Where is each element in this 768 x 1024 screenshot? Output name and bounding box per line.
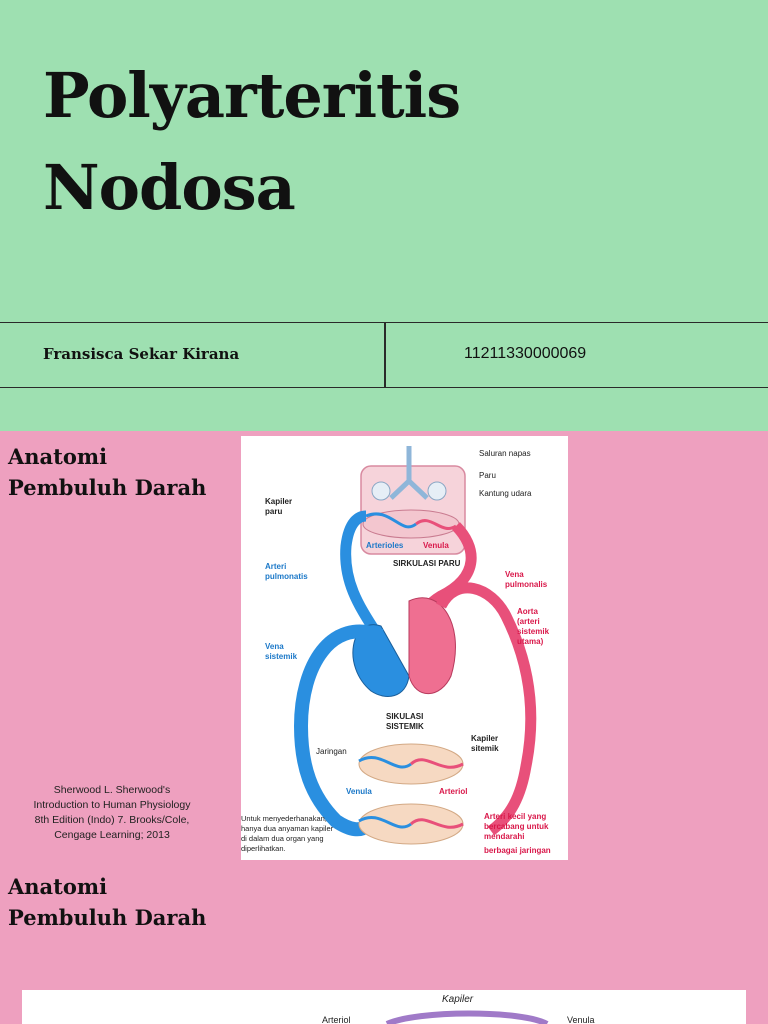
label-arterioles: Arterioles bbox=[366, 541, 404, 550]
heading-line-1: Anatomi bbox=[8, 874, 108, 899]
label-sirkulasi-paru: SIRKULASI PARU bbox=[393, 559, 461, 568]
label-aorta-1: Aorta bbox=[517, 607, 538, 616]
section-heading-2 bbox=[8, 871, 206, 933]
label-vena-sistemik-1: Vena bbox=[265, 642, 284, 651]
label-arteriol: Arteriol bbox=[439, 787, 468, 796]
citation-text: Sherwood L. Sherwood's Introduction to Human Physiology 8th Edition (Indo) 7. Brooks/Cole, Cengage Learning; 2013 bbox=[33, 784, 191, 841]
info-table-row bbox=[0, 322, 768, 388]
alveoli-right bbox=[428, 482, 446, 500]
label-paru: Paru bbox=[479, 471, 496, 480]
student-id: 11211330000069 bbox=[464, 345, 587, 362]
label-venula-top: Venula bbox=[423, 541, 449, 550]
label-vena-sistemik-2: sistemik bbox=[265, 652, 298, 661]
label-kapiler-paru-1: Kapiler bbox=[265, 497, 293, 506]
label-venula-bottom: Venula bbox=[346, 787, 372, 796]
section-heading bbox=[8, 441, 206, 503]
label-kapiler: Kapiler bbox=[442, 994, 474, 1005]
table-divider bbox=[384, 323, 386, 387]
page-title bbox=[43, 50, 460, 234]
capillary-svg bbox=[22, 990, 746, 1024]
capillary-arc bbox=[387, 1014, 547, 1024]
circulation-svg bbox=[241, 436, 568, 860]
capillary-diagram bbox=[22, 990, 746, 1024]
anatomy-slide bbox=[0, 431, 768, 865]
label-arteri-kecil-2: bercabang untuk bbox=[484, 822, 549, 831]
label-arteri-pulmonatis-1: Arteri bbox=[265, 562, 287, 571]
label-venula-2: Venula bbox=[567, 1015, 595, 1024]
heading-line-1: Anatomi bbox=[8, 444, 108, 469]
label-kantung-udara: Kantung udara bbox=[479, 489, 532, 498]
label-kapiler-paru-2: paru bbox=[265, 507, 283, 516]
title-slide bbox=[0, 0, 768, 431]
label-vena-pulmonalis-1: Vena bbox=[505, 570, 524, 579]
circulation-diagram bbox=[241, 436, 568, 860]
anatomy-slide-2 bbox=[0, 865, 768, 1024]
label-arteriol-2: Arteriol bbox=[322, 1015, 351, 1024]
label-sikulasi-2: SISTEMIK bbox=[386, 722, 424, 731]
label-note-4: diperlihatkan. bbox=[241, 844, 286, 853]
label-aorta-2: (arteri bbox=[517, 617, 540, 626]
title-line-1: Polyarteritis bbox=[43, 59, 461, 132]
title-line-2: Nodosa bbox=[43, 151, 295, 224]
label-aorta-3: sistemik bbox=[517, 627, 550, 636]
heading-line-2: Pembuluh Darah bbox=[8, 475, 207, 500]
author-name: Fransisca Sekar Kirana bbox=[43, 345, 240, 363]
label-aorta-4: utama) bbox=[517, 637, 544, 646]
label-note-2: hanya dua anyaman kapiler bbox=[241, 824, 334, 833]
label-arteri-kecil-3: mendarahi bbox=[484, 832, 525, 841]
label-note-1: Untuk menyederhanakan, bbox=[241, 814, 327, 823]
alveoli-left bbox=[372, 482, 390, 500]
heart-left bbox=[409, 598, 455, 694]
label-note-3: di dalam dua organ yang bbox=[241, 834, 324, 843]
label-jaringan: Jaringan bbox=[316, 747, 347, 756]
label-kapiler-sitemik-1: Kapiler bbox=[471, 734, 499, 743]
label-kapiler-sitemik-2: sitemik bbox=[471, 744, 499, 753]
label-vena-pulmonalis-2: pulmonalis bbox=[505, 580, 548, 589]
label-arteri-kecil-1: Arteri kecil yang bbox=[484, 812, 547, 821]
label-arteri-pulmonatis-2: pulmonatis bbox=[265, 572, 308, 581]
label-sikulasi-1: SIKULASI bbox=[386, 712, 424, 721]
label-arteri-kecil-4: berbagai jaringan bbox=[484, 846, 551, 855]
heading-line-2: Pembuluh Darah bbox=[8, 905, 207, 930]
label-saluran-napas: Saluran napas bbox=[479, 449, 531, 458]
